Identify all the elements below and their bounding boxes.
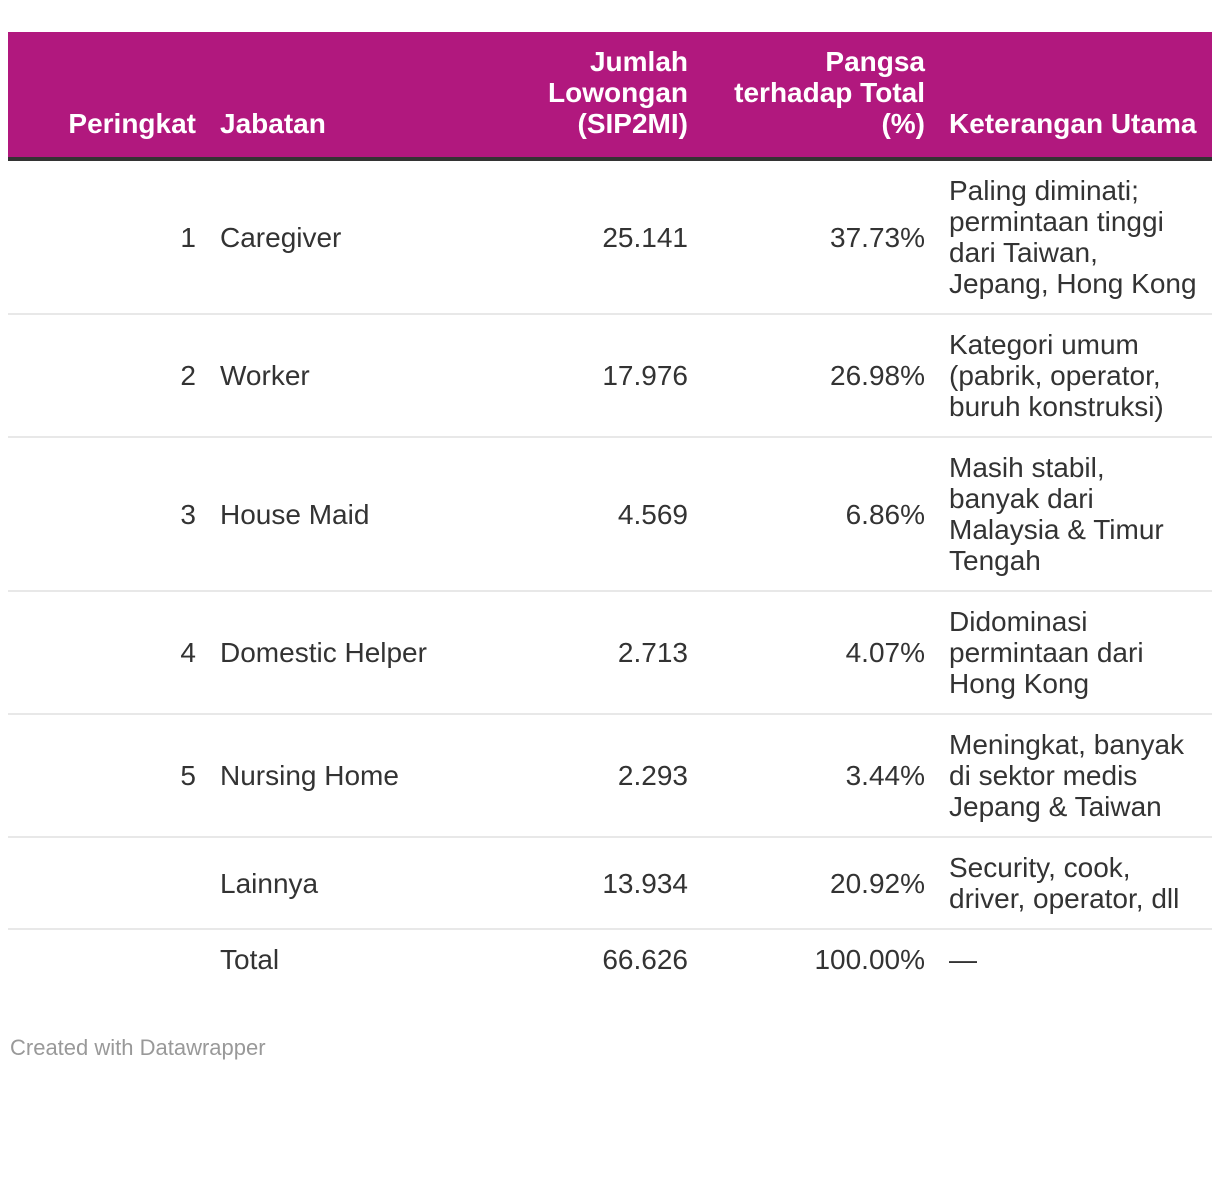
cell-pangsa: 37.73% [700,159,937,314]
table-row [8,159,1212,314]
column-header-jabatan: Jabatan [208,32,441,159]
table-row-total [8,929,1212,989]
cell-keterangan: Kategori umum (pabrik, operator, buruh konstruksi) [937,314,1212,437]
cell-jumlah-lowongan: 2.293 [441,714,700,837]
cell-peringkat: 4 [8,591,208,714]
cell-pangsa: 3.44% [700,714,937,837]
cell-jumlah-lowongan: 25.141 [441,159,700,314]
cell-peringkat: 5 [8,714,208,837]
cell-pangsa: 6.86% [700,437,937,591]
table-row [8,314,1212,437]
cell-jumlah-lowongan: 4.569 [441,437,700,591]
column-header-jumlah-lowongan: Jumlah Lowongan (SIP2MI) [441,32,700,159]
cell-pangsa: 100.00% [700,929,937,989]
cell-keterangan: Didominasi permintaan dari Hong Kong [937,591,1212,714]
cell-jabatan: Domestic Helper [208,591,441,714]
column-header-peringkat: Peringkat [8,32,208,159]
header-row [8,32,1212,159]
cell-peringkat: 3 [8,437,208,591]
cell-peringkat [8,929,208,989]
cell-keterangan: — [937,929,1212,989]
cell-jabatan: Caregiver [208,159,441,314]
cell-jumlah-lowongan: 2.713 [441,591,700,714]
cell-peringkat [8,837,208,929]
cell-jumlah-lowongan: 66.626 [441,929,700,989]
cell-jumlah-lowongan: 17.976 [441,314,700,437]
table-header [8,32,1212,159]
cell-pangsa: 20.92% [700,837,937,929]
cell-jabatan: Worker [208,314,441,437]
table-row [8,437,1212,591]
column-header-keterangan: Keterangan Utama [937,32,1212,159]
cell-keterangan: Security, cook, driver, operator, dll [937,837,1212,929]
table-row [8,714,1212,837]
column-header-pangsa: Pangsa terhadap Total (%) [700,32,937,159]
table-footer [10,1035,1212,1061]
table-body [8,159,1212,989]
cell-keterangan: Paling diminati; permintaan tinggi dari Taiwan, Jepang, Hong Kong [937,159,1212,314]
cell-jumlah-lowongan: 13.934 [441,837,700,929]
cell-jabatan: House Maid [208,437,441,591]
cell-pangsa: 26.98% [700,314,937,437]
table-row [8,837,1212,929]
cell-pangsa: 4.07% [700,591,937,714]
cell-peringkat: 1 [8,159,208,314]
job-vacancy-table [8,32,1212,989]
cell-keterangan: Meningkat, banyak di sektor medis Jepang & Taiwan [937,714,1212,837]
cell-jabatan: Lainnya [208,837,441,929]
cell-keterangan: Masih stabil, banyak dari Malaysia & Timur Tengah [937,437,1212,591]
cell-jabatan: Nursing Home [208,714,441,837]
cell-peringkat: 2 [8,314,208,437]
cell-jabatan: Total [208,929,441,989]
datawrapper-attribution-link[interactable]: Created with Datawrapper [10,1035,266,1060]
table-row [8,591,1212,714]
